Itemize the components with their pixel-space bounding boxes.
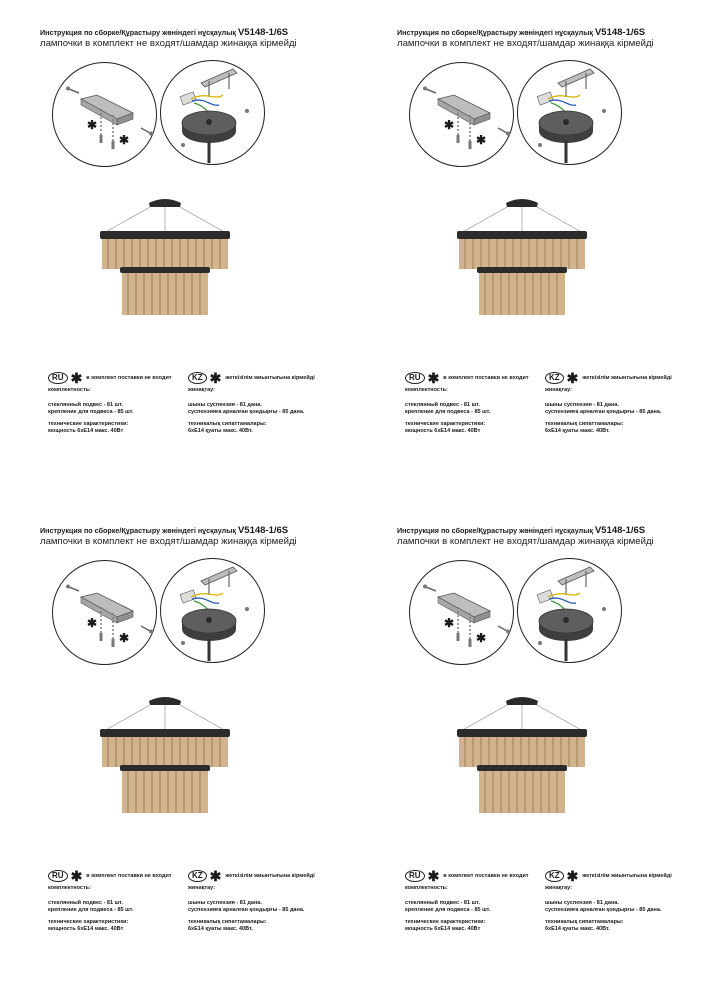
spec-line: 6хЕ14 қуаты макс. 40Вт. (188, 428, 253, 434)
kit-line: стеклянный подвес - 81 шт. (48, 402, 123, 408)
kit-line: шыны суспензия - 81 дана. (188, 402, 262, 408)
model-number: V5148-1/6S (594, 525, 646, 536)
chandelier-illustration (90, 195, 240, 325)
instruction-title: Инструкция по сборке/Құрастыру жөніндегі нұсқаулық V5148-1/6S (397, 525, 646, 536)
canopy-wiring-diagram (160, 60, 265, 165)
spec-line: мощность 6хЕ14 макс. 40Вт (48, 428, 124, 434)
not-included-star-icon: ✱ (476, 133, 487, 147)
spec-line: мощность 6хЕ14 макс. 40Вт (48, 926, 124, 932)
kit-label: жинақтау: (545, 387, 572, 393)
kit-label: комплектность: (405, 387, 448, 393)
spec-label: техникалық сипаттамалары: (545, 421, 624, 427)
kit-label: жинақтау: (545, 885, 572, 891)
instruction-title: Инструкция по сборке/Құрастыру жөніндегі нұсқаулық V5148-1/6S (397, 27, 646, 38)
spec-line: 6хЕ14 қуаты макс. 40Вт. (188, 926, 253, 932)
ru-badge: RU (405, 870, 425, 882)
chandelier-illustration (90, 693, 240, 823)
spec-line: мощность 6хЕ14 макс. 40Вт (405, 428, 481, 434)
kit-label: комплектность: (405, 885, 448, 891)
kz-badge: KZ (188, 870, 207, 882)
kz-specs (188, 870, 315, 933)
star-note: в комплект поставки не входит (86, 375, 172, 381)
bracket-diagram (52, 62, 157, 167)
star-icon: ✱ (427, 370, 440, 386)
canopy-icon (518, 61, 621, 164)
spec-label: техникалық сипаттамалары: (188, 421, 267, 427)
star-icon: ✱ (566, 868, 579, 884)
canopy-wiring-diagram (517, 558, 622, 663)
kz-specs (545, 870, 672, 933)
canopy-wiring-diagram (517, 60, 622, 165)
instruction-panel-1 (0, 0, 340, 490)
bracket-icon (53, 63, 156, 166)
canopy-icon (161, 559, 264, 662)
canopy-icon (161, 61, 264, 164)
spec-label: технические характеристики: (48, 919, 129, 925)
ru-badge: RU (405, 372, 425, 384)
star-icon: ✱ (566, 370, 579, 386)
spec-line: мощность 6хЕ14 макс. 40Вт (405, 926, 481, 932)
kit-line: суспензияға арналған қондырғы - 85 дана. (188, 907, 305, 913)
bulbs-note: лампочки в комплект не входят/шамдар жинаққа кірмейді (397, 38, 654, 49)
star-note: жеткізілім жиынтығына кірмейді (582, 873, 672, 879)
star-icon: ✱ (70, 868, 83, 884)
kit-label: комплектность: (48, 885, 91, 891)
kit-line: крепление для подвеса - 85 шт. (405, 409, 491, 415)
star-icon: ✱ (70, 370, 83, 386)
kit-line: стеклянный подвес - 81 шт. (405, 402, 480, 408)
bracket-icon (410, 561, 513, 664)
bracket-diagram (409, 560, 514, 665)
bracket-icon (53, 561, 156, 664)
kit-line: суспензияға арналған қондырғы - 85 дана. (545, 907, 662, 913)
kz-specs (545, 372, 672, 435)
ru-badge: RU (48, 870, 68, 882)
instruction-title: Инструкция по сборке/Құрастыру жөніндегі нұсқаулық V5148-1/6S (40, 27, 289, 38)
spec-label: техникалық сипаттамалары: (188, 919, 267, 925)
instruction-panel-4 (357, 498, 697, 988)
ru-specs (48, 372, 172, 435)
ru-specs (48, 870, 172, 933)
model-number: V5148-1/6S (594, 27, 646, 38)
star-icon: ✱ (427, 868, 440, 884)
ru-specs (405, 372, 529, 435)
kit-line: крепление для подвеса - 85 шт. (48, 409, 134, 415)
kit-line: крепление для подвеса - 85 шт. (48, 907, 134, 913)
not-included-star-icon: ✱ (444, 118, 455, 132)
bulbs-note: лампочки в комплект не входят/шамдар жинаққа кірмейді (40, 536, 297, 547)
kit-line: стеклянный подвес - 81 шт. (405, 900, 480, 906)
kz-badge: KZ (188, 372, 207, 384)
spec-line: 6хЕ14 қуаты макс. 40Вт. (545, 926, 610, 932)
chandelier-illustration (447, 693, 597, 823)
spec-label: технические характеристики: (48, 421, 129, 427)
kit-line: суспензияға арналған қондырғы - 85 дана. (188, 409, 305, 415)
canopy-icon (518, 559, 621, 662)
star-note: в комплект поставки не входит (86, 873, 172, 879)
bracket-icon (410, 63, 513, 166)
kit-line: крепление для подвеса - 85 шт. (405, 907, 491, 913)
not-included-star-icon: ✱ (444, 616, 455, 630)
not-included-star-icon: ✱ (119, 631, 130, 645)
model-number: V5148-1/6S (237, 27, 289, 38)
kit-line: шыны суспензия - 81 дана. (545, 900, 619, 906)
star-note: жеткізілім жиынтығына кірмейді (225, 375, 315, 381)
bulbs-note: лампочки в комплект не входят/шамдар жинаққа кірмейді (397, 536, 654, 547)
instruction-title: Инструкция по сборке/Құрастыру жөніндегі нұсқаулық V5148-1/6S (40, 525, 289, 536)
kz-badge: KZ (545, 870, 564, 882)
spec-label: технические характеристики: (405, 421, 486, 427)
model-number: V5148-1/6S (237, 525, 289, 536)
kit-label: комплектность: (48, 387, 91, 393)
ru-specs (405, 870, 529, 933)
star-note: жеткізілім жиынтығына кірмейді (225, 873, 315, 879)
kit-line: стеклянный подвес - 81 шт. (48, 900, 123, 906)
instruction-panel-3 (0, 498, 340, 988)
not-included-star-icon: ✱ (87, 118, 98, 132)
spec-line: 6хЕ14 қуаты макс. 40Вт. (545, 428, 610, 434)
not-included-star-icon: ✱ (476, 631, 487, 645)
star-icon: ✱ (209, 370, 222, 386)
spec-label: техникалық сипаттамалары: (545, 919, 624, 925)
kit-label: жинақтау: (188, 387, 215, 393)
star-note: в комплект поставки не входит (443, 375, 529, 381)
bracket-diagram (409, 62, 514, 167)
ru-badge: RU (48, 372, 68, 384)
instruction-panel-2 (357, 0, 697, 490)
star-note: в комплект поставки не входит (443, 873, 529, 879)
kit-line: суспензияға арналған қондырғы - 85 дана. (545, 409, 662, 415)
kz-badge: KZ (545, 372, 564, 384)
star-note: жеткізілім жиынтығына кірмейді (582, 375, 672, 381)
kit-line: шыны суспензия - 81 дана. (545, 402, 619, 408)
not-included-star-icon: ✱ (87, 616, 98, 630)
kit-label: жинақтау: (188, 885, 215, 891)
chandelier-illustration (447, 195, 597, 325)
bracket-diagram (52, 560, 157, 665)
kit-line: шыны суспензия - 81 дана. (188, 900, 262, 906)
not-included-star-icon: ✱ (119, 133, 130, 147)
bulbs-note: лампочки в комплект не входят/шамдар жинаққа кірмейді (40, 38, 297, 49)
spec-label: технические характеристики: (405, 919, 486, 925)
star-icon: ✱ (209, 868, 222, 884)
canopy-wiring-diagram (160, 558, 265, 663)
kz-specs (188, 372, 315, 435)
